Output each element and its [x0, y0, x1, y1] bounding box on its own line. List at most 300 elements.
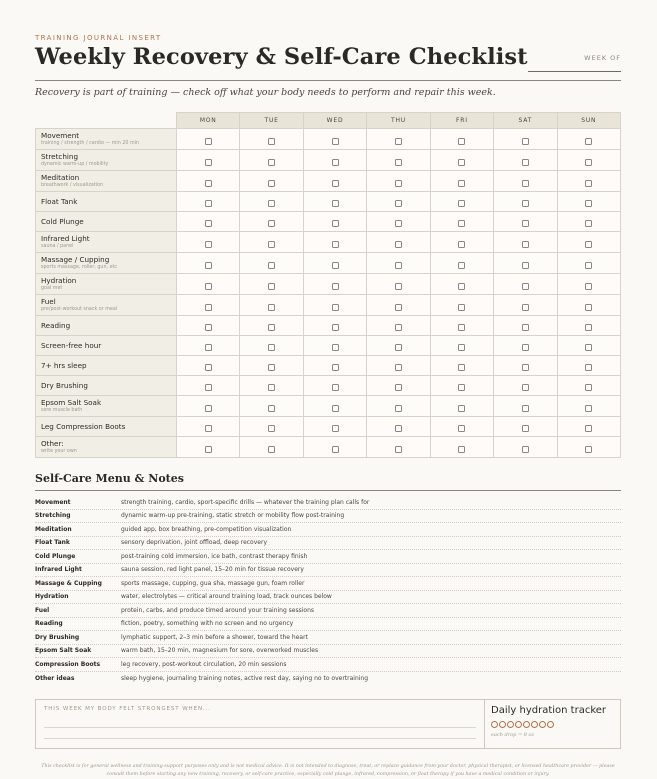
checkbox-thu[interactable] [395, 425, 402, 432]
row-label: Stretching [41, 152, 79, 161]
checkbox-cell [367, 417, 430, 437]
row-label-cell [36, 356, 177, 376]
checkbox-fri[interactable] [458, 180, 465, 187]
menu-term: Float Tank [35, 539, 70, 547]
checkbox-fri[interactable] [458, 220, 465, 227]
checkbox-sun[interactable] [585, 384, 592, 391]
row-label: Cold Plunge [41, 217, 84, 226]
checkbox-mon[interactable] [205, 283, 212, 290]
week-of-field[interactable] [528, 71, 621, 72]
checkbox-sat[interactable] [522, 344, 529, 351]
checkbox-cell [303, 232, 366, 253]
row-label-cell [36, 396, 177, 417]
menu-item [35, 658, 621, 672]
checkbox-sun[interactable] [585, 241, 592, 248]
checkbox-cell [430, 129, 493, 150]
menu-term: Cold Plunge [35, 552, 76, 560]
checkbox-mon[interactable] [205, 180, 212, 187]
checkbox-mon[interactable] [205, 304, 212, 311]
checkbox-cell [240, 396, 303, 417]
checkbox-mon[interactable] [205, 200, 212, 207]
checkbox-sun[interactable] [585, 304, 592, 311]
menu-item [35, 537, 621, 551]
checkbox-sun[interactable] [585, 446, 592, 453]
checkbox-thu[interactable] [395, 283, 402, 290]
checkbox-cell [240, 376, 303, 396]
checkbox-tue[interactable] [268, 304, 275, 311]
checkbox-cell [494, 417, 557, 437]
checkbox-cell [494, 274, 557, 295]
checkbox-cell [303, 376, 366, 396]
checkbox-cell [494, 356, 557, 376]
checkbox-mon[interactable] [205, 425, 212, 432]
checkbox-fri[interactable] [458, 262, 465, 269]
checkbox-sat[interactable] [522, 304, 529, 311]
checkbox-thu[interactable] [395, 138, 402, 145]
checkbox-wed[interactable] [332, 425, 339, 432]
checkbox-cell [430, 212, 493, 232]
menu-description: sauna session, red light panel, 15–20 min for tissue recovery [121, 566, 304, 574]
checkbox-thu[interactable] [395, 344, 402, 351]
checkbox-sat[interactable] [522, 220, 529, 227]
row-label: Movement [41, 131, 80, 140]
checkbox-cell [557, 274, 620, 295]
checkbox-sun[interactable] [585, 180, 592, 187]
checkbox-sun[interactable] [585, 159, 592, 166]
water-drop-icon[interactable] [491, 721, 498, 728]
checkbox-cell [177, 417, 240, 437]
row-label-cell [36, 316, 177, 336]
row-label-cell [36, 232, 177, 253]
row-label-cell [36, 192, 177, 212]
checkbox-tue[interactable] [268, 425, 275, 432]
checkbox-cell [240, 437, 303, 458]
checkbox-sat[interactable] [522, 283, 529, 290]
menu-item [35, 550, 621, 564]
checkbox-cell [367, 253, 430, 274]
checkbox-tue[interactable] [268, 159, 275, 166]
checkbox-mon[interactable] [205, 220, 212, 227]
checkbox-wed[interactable] [332, 262, 339, 269]
checkbox-tue[interactable] [268, 138, 275, 145]
checkbox-mon[interactable] [205, 262, 212, 269]
menu-description: post-training cold immersion, ice bath, contrast therapy finish [121, 552, 308, 560]
checkbox-cell [430, 316, 493, 336]
checkbox-wed[interactable] [332, 304, 339, 311]
checkbox-cell [177, 396, 240, 417]
checkbox-cell [303, 417, 366, 437]
checkbox-sun[interactable] [585, 138, 592, 145]
checkbox-tue[interactable] [268, 405, 275, 412]
row-label-cell [36, 437, 177, 458]
checkbox-cell [367, 376, 430, 396]
checkbox-thu[interactable] [395, 304, 402, 311]
title-row [35, 44, 621, 74]
checkbox-wed[interactable] [332, 159, 339, 166]
menu-description: sensory deprivation, joint offload, deep recovery [121, 539, 267, 547]
checkbox-cell [177, 356, 240, 376]
checkbox-tue[interactable] [268, 241, 275, 248]
checkbox-fri[interactable] [458, 405, 465, 412]
checkbox-mon[interactable] [205, 241, 212, 248]
menu-term: Meditation [35, 525, 72, 533]
checkbox-sun[interactable] [585, 200, 592, 207]
checkbox-cell [240, 232, 303, 253]
hydration-drops [491, 721, 614, 728]
title-divider [35, 80, 621, 81]
menu-description: dynamic warm-up pre-training, static stretch or mobility flow post-training [121, 512, 345, 520]
checkbox-cell [494, 295, 557, 316]
checkbox-cell [430, 274, 493, 295]
checkbox-cell [177, 274, 240, 295]
checkbox-cell [177, 150, 240, 171]
checkbox-cell [430, 376, 493, 396]
checkbox-cell [303, 396, 366, 417]
checkbox-sat[interactable] [522, 324, 529, 331]
checkbox-cell [557, 253, 620, 274]
checklist-row [36, 232, 621, 253]
day-header-wed: WED [303, 113, 366, 129]
checkbox-wed[interactable] [332, 241, 339, 248]
day-header-thu: THU [367, 113, 430, 129]
row-label: Epsom Salt Soak [41, 398, 102, 407]
checklist-table [35, 112, 621, 458]
checkbox-cell [303, 336, 366, 356]
checkbox-sun[interactable] [585, 324, 592, 331]
checkbox-wed[interactable] [332, 220, 339, 227]
checkbox-tue[interactable] [268, 364, 275, 371]
row-label: Fuel [41, 297, 56, 306]
menu-item [35, 510, 621, 524]
checkbox-thu[interactable] [395, 405, 402, 412]
menu-term: Other ideas [35, 674, 75, 682]
checkbox-thu[interactable] [395, 262, 402, 269]
menu-description: lymphatic support, 2–3 min before a shower, toward the heart [121, 633, 308, 641]
menu-item [35, 604, 621, 618]
row-label: Other: [41, 439, 64, 448]
checkbox-cell [494, 316, 557, 336]
checkbox-cell [240, 316, 303, 336]
menu-item [35, 564, 621, 578]
row-label: Infrared Light [41, 234, 90, 243]
checkbox-cell [303, 150, 366, 171]
row-label: Leg Compression Boots [41, 422, 126, 431]
menu-term: Stretching [35, 512, 71, 520]
row-label: Screen-free hour [41, 341, 102, 350]
checkbox-cell [557, 336, 620, 356]
checkbox-cell [303, 253, 366, 274]
checklist-row [36, 212, 621, 232]
checkbox-thu[interactable] [395, 364, 402, 371]
checkbox-mon[interactable] [205, 364, 212, 371]
checkbox-sat[interactable] [522, 159, 529, 166]
water-drop-icon[interactable] [499, 721, 506, 728]
checkbox-fri[interactable] [458, 159, 465, 166]
checkbox-fri[interactable] [458, 241, 465, 248]
checkbox-cell [177, 295, 240, 316]
checkbox-cell [557, 316, 620, 336]
checkbox-thu[interactable] [395, 200, 402, 207]
checkbox-sun[interactable] [585, 283, 592, 290]
checkbox-fri[interactable] [458, 304, 465, 311]
menu-item [35, 631, 621, 645]
checkbox-mon[interactable] [205, 344, 212, 351]
checkbox-thu[interactable] [395, 220, 402, 227]
checkbox-cell [240, 336, 303, 356]
checkbox-cell [240, 150, 303, 171]
menu-title: Self-Care Menu & Notes [35, 472, 184, 485]
header-blank [36, 113, 177, 129]
checkbox-thu[interactable] [395, 384, 402, 391]
eyebrow: TRAINING JOURNAL INSERT [35, 34, 162, 42]
row-label-cell [36, 417, 177, 437]
checkbox-cell [557, 356, 620, 376]
checkbox-cell [430, 295, 493, 316]
row-label: 7+ hrs sleep [41, 361, 87, 370]
checkbox-tue[interactable] [268, 324, 275, 331]
menu-description: strength training, cardio, sport-specific drills — whatever the training plan calls for [121, 498, 370, 506]
checkbox-sat[interactable] [522, 241, 529, 248]
menu-description: fiction, poetry, something with no screen and no urgency [121, 620, 294, 628]
reflection-box[interactable] [35, 699, 485, 749]
checkbox-tue[interactable] [268, 384, 275, 391]
hydration-title: Daily hydration tracker [491, 705, 607, 716]
checkbox-sat[interactable] [522, 405, 529, 412]
checkbox-sat[interactable] [522, 384, 529, 391]
checkbox-thu[interactable] [395, 324, 402, 331]
checkbox-cell [430, 336, 493, 356]
checkbox-wed[interactable] [332, 180, 339, 187]
menu-term: Compression Boots [35, 660, 101, 668]
menu-item [35, 591, 621, 605]
row-label-cell [36, 274, 177, 295]
checkbox-tue[interactable] [268, 180, 275, 187]
checkbox-sat[interactable] [522, 446, 529, 453]
day-header-mon: MON [177, 113, 240, 129]
checkbox-wed[interactable] [332, 405, 339, 412]
checkbox-tue[interactable] [268, 446, 275, 453]
row-label: Massage / Cupping [41, 255, 110, 264]
checklist-row [36, 253, 621, 274]
row-sublabel: dynamic warm-up / mobility [41, 162, 109, 167]
row-label: Float Tank [41, 197, 78, 206]
water-drop-icon[interactable] [507, 721, 514, 728]
checkbox-cell [177, 316, 240, 336]
checkbox-cell [494, 437, 557, 458]
checkbox-cell [367, 336, 430, 356]
checkbox-cell [494, 253, 557, 274]
checkbox-cell [557, 295, 620, 316]
row-label-cell [36, 150, 177, 171]
checkbox-cell [430, 192, 493, 212]
checkbox-tue[interactable] [268, 262, 275, 269]
hydration-tracker [485, 699, 621, 749]
checkbox-sat[interactable] [522, 180, 529, 187]
checkbox-cell [557, 129, 620, 150]
water-drop-icon[interactable] [531, 721, 538, 728]
checkbox-sat[interactable] [522, 262, 529, 269]
page-subtitle: Recovery is part of training — check off what your body needs to perform and repair this week. [35, 87, 496, 98]
reflection-line [44, 727, 476, 728]
checkbox-cell [557, 192, 620, 212]
checkbox-cell [557, 171, 620, 192]
checkbox-cell [303, 356, 366, 376]
checkbox-sun[interactable] [585, 425, 592, 432]
checkbox-cell [240, 253, 303, 274]
checkbox-cell [557, 417, 620, 437]
checkbox-mon[interactable] [205, 159, 212, 166]
week-of-label: WEEK OF [584, 54, 621, 62]
checkbox-cell [367, 356, 430, 376]
checkbox-fri[interactable] [458, 446, 465, 453]
checkbox-sat[interactable] [522, 138, 529, 145]
row-sublabel: training / strength / cardio — min 20 min [41, 141, 139, 146]
day-header-row [36, 113, 621, 129]
row-sublabel: sports massage, roller, gun, etc [41, 265, 118, 270]
checkbox-tue[interactable] [268, 220, 275, 227]
checkbox-wed[interactable] [332, 364, 339, 371]
checkbox-fri[interactable] [458, 425, 465, 432]
row-label-cell [36, 212, 177, 232]
menu-item [35, 496, 621, 510]
checkbox-fri[interactable] [458, 344, 465, 351]
menu-term: Infrared Light [35, 566, 82, 574]
checkbox-wed[interactable] [332, 446, 339, 453]
checkbox-cell [177, 192, 240, 212]
row-sublabel: pre/post-workout snack or meal [41, 307, 118, 312]
checkbox-cell [494, 396, 557, 417]
row-label: Hydration [41, 276, 77, 285]
checklist-row [36, 336, 621, 356]
checkbox-sat[interactable] [522, 425, 529, 432]
checkbox-sat[interactable] [522, 364, 529, 371]
checkbox-mon[interactable] [205, 405, 212, 412]
day-header-sat: SAT [494, 113, 557, 129]
checkbox-mon[interactable] [205, 384, 212, 391]
row-sublabel: sore muscle bath [41, 408, 83, 413]
checkbox-cell [240, 356, 303, 376]
checkbox-cell [557, 212, 620, 232]
checkbox-cell [177, 171, 240, 192]
checkbox-fri[interactable] [458, 200, 465, 207]
checkbox-cell [177, 212, 240, 232]
menu-item [35, 645, 621, 659]
menu-description: sleep hygiene, journaling training notes, active rest day, saying no to overtraining [121, 674, 369, 682]
checklist-row [36, 316, 621, 336]
checkbox-fri[interactable] [458, 364, 465, 371]
checkbox-cell [367, 316, 430, 336]
checkbox-wed[interactable] [332, 324, 339, 331]
checkbox-fri[interactable] [458, 138, 465, 145]
row-label: Dry Brushing [41, 381, 88, 390]
checkbox-sun[interactable] [585, 220, 592, 227]
water-drop-icon[interactable] [515, 721, 522, 728]
checkbox-thu[interactable] [395, 180, 402, 187]
checkbox-sun[interactable] [585, 405, 592, 412]
menu-item [35, 672, 621, 686]
hydration-note: each drop = 8 oz [491, 732, 535, 738]
checkbox-cell [240, 417, 303, 437]
disclaimer: This checklist is for general wellness and training-support purposes only and is not medical advice. It is not intended to diagnose, treat, or replace guidance from your doctor, physical therapist, or licensed healthcare provider — please consult them before starting any new training, recovery, or self-care practice, especially cold plunge, infrared, compression, or float therapy if you have a medical condition or injury. [41, 764, 615, 777]
checklist-row [36, 192, 621, 212]
checkbox-cell [367, 212, 430, 232]
checkbox-cell [240, 171, 303, 192]
checkbox-thu[interactable] [395, 446, 402, 453]
checkbox-mon[interactable] [205, 324, 212, 331]
checkbox-cell [494, 212, 557, 232]
checkbox-cell [430, 171, 493, 192]
checkbox-wed[interactable] [332, 344, 339, 351]
checkbox-cell [494, 171, 557, 192]
checkbox-wed[interactable] [332, 384, 339, 391]
checklist-row [36, 396, 621, 417]
checkbox-cell [303, 171, 366, 192]
checkbox-cell [367, 192, 430, 212]
checkbox-cell [303, 316, 366, 336]
menu-term: Massage & Cupping [35, 579, 102, 587]
checkbox-tue[interactable] [268, 283, 275, 290]
row-sublabel: sauna / panel [41, 244, 74, 249]
water-drop-icon[interactable] [539, 721, 546, 728]
checkbox-thu[interactable] [395, 241, 402, 248]
checkbox-tue[interactable] [268, 344, 275, 351]
day-header-fri: FRI [430, 113, 493, 129]
checkbox-thu[interactable] [395, 159, 402, 166]
checklist-row [36, 171, 621, 192]
checkbox-sun[interactable] [585, 262, 592, 269]
menu-term: Fuel [35, 606, 50, 614]
checkbox-cell [494, 192, 557, 212]
checkbox-mon[interactable] [205, 446, 212, 453]
day-header-tue: TUE [240, 113, 303, 129]
checkbox-cell [303, 192, 366, 212]
checkbox-cell [303, 212, 366, 232]
checkbox-wed[interactable] [332, 138, 339, 145]
checkbox-sat[interactable] [522, 200, 529, 207]
checkbox-cell [367, 150, 430, 171]
checkbox-mon[interactable] [205, 138, 212, 145]
checkbox-cell [367, 232, 430, 253]
checkbox-fri[interactable] [458, 384, 465, 391]
checkbox-cell [430, 356, 493, 376]
checkbox-cell [430, 232, 493, 253]
checkbox-cell [367, 274, 430, 295]
checkbox-wed[interactable] [332, 283, 339, 290]
checkbox-cell [367, 437, 430, 458]
row-label: Meditation [41, 173, 80, 182]
checkbox-wed[interactable] [332, 200, 339, 207]
row-sublabel: write your own [41, 449, 77, 454]
checkbox-cell [303, 274, 366, 295]
water-drop-icon[interactable] [523, 721, 530, 728]
menu-item [35, 523, 621, 537]
checkbox-cell [240, 212, 303, 232]
checkbox-cell [494, 150, 557, 171]
water-drop-icon[interactable] [547, 721, 554, 728]
checkbox-tue[interactable] [268, 200, 275, 207]
checkbox-cell [177, 336, 240, 356]
checkbox-cell [430, 417, 493, 437]
checkbox-sun[interactable] [585, 344, 592, 351]
checkbox-sun[interactable] [585, 364, 592, 371]
checkbox-cell [177, 129, 240, 150]
menu-description: water, electrolytes — critical around training load, track ounces below [121, 593, 332, 601]
checkbox-fri[interactable] [458, 324, 465, 331]
checkbox-cell [494, 376, 557, 396]
checkbox-fri[interactable] [458, 283, 465, 290]
row-label-cell [36, 295, 177, 316]
row-sublabel: goal met [41, 286, 63, 291]
